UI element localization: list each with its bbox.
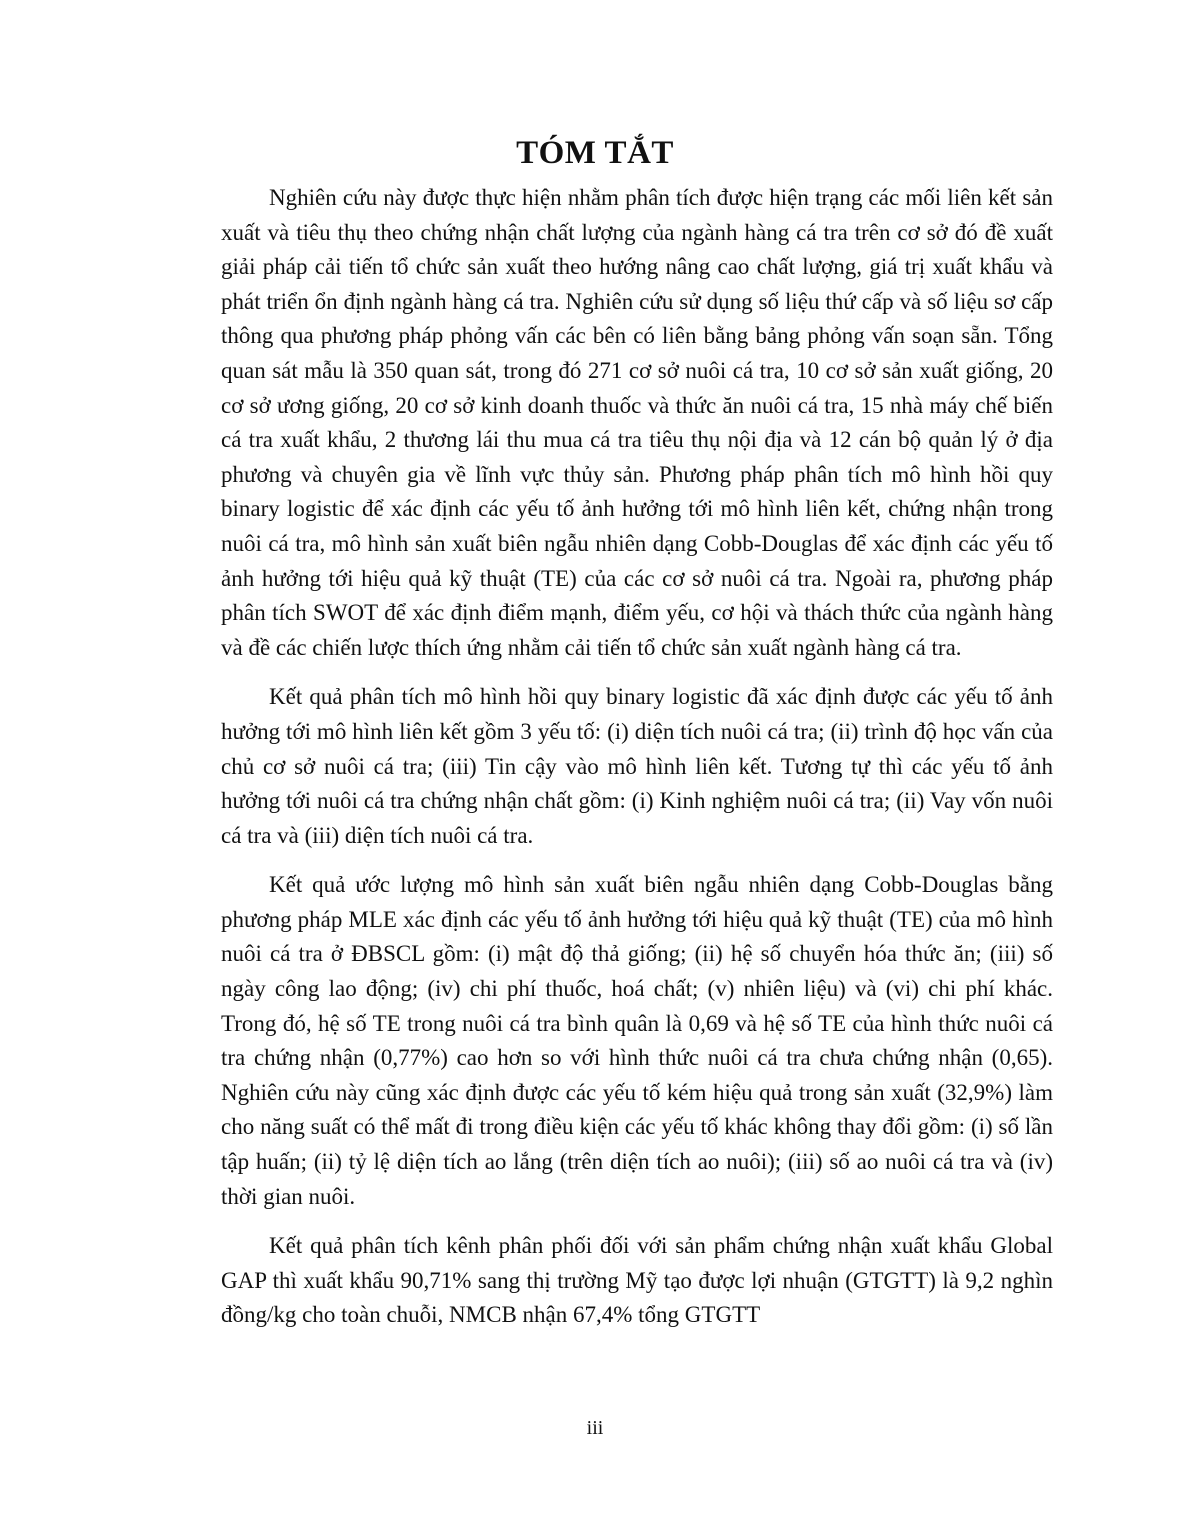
page-number: iii	[586, 1417, 604, 1439]
abstract-body	[221, 181, 1053, 1333]
paragraph-2: Kết quả phân tích mô hình hồi quy binary logistic đã xác định được các yếu tố ảnh hưởng tới mô hình liên kết gồm 3 yếu tố: (i) diện tích nuôi cá tra; (ii) trình độ học vấn của chủ cơ sở nuôi cá tra; (iii) Tin cậy vào mô hình liên kết. Tương tự thì các yếu tố ảnh hưởng tới nuôi cá tra chứng nhận chất gồm: (i) Kinh nghiệm nuôi cá tra; (ii) Vay vốn nuôi cá tra và (iii) diện tích nuôi cá tra.	[221, 684, 1053, 848]
paragraph-4: Kết quả phân tích kênh phân phối đối với sản phẩm chứng nhận xuất khẩu Global GAP thì xuất khẩu 90,71% sang thị trường Mỹ tạo được lợi nhuận (GTGTT) là 9,2 nghìn đồng/kg cho toàn chuỗi, NMCB nhận 67,4% tổng GTGTT	[221, 1233, 1053, 1328]
paragraph-1: Nghiên cứu này được thực hiện nhằm phân tích được hiện trạng các mối liên kết sản xuất và tiêu thụ theo chứng nhận chất lượng của ngành hàng cá tra trên cơ sở đó đề xuất giải pháp cải tiến tổ chức sản xuất theo hướng nâng cao chất lượng, giá trị xuất khẩu và phát triển ổn định ngành hàng cá tra. Nghiên cứu sử dụng số liệu thứ cấp và số liệu sơ cấp thông qua phương pháp phỏng vấn các bên có liên bằng bảng phỏng vấn soạn sẵn. Tổng quan sát mẫu là 350 quan sát, trong đó 271 cơ sở nuôi cá tra, 10 cơ sở sản xuất giống, 20 cơ sở ương giống, 20 cơ sở kinh doanh thuốc và thức ăn nuôi cá tra, 15 nhà máy chế biến cá tra xuất khẩu, 2 thương lái thu mua cá tra tiêu thụ nội địa và 12 cán bộ quản lý ở địa phương và chuyên gia về lĩnh vực thủy sản. Phương pháp phân tích mô hình hồi quy binary logistic để xác định các yếu tố ảnh hưởng tới mô hình liên kết, chứng nhận trong nuôi cá tra, mô hình sản xuất biên ngẫu nhiên dạng Cobb-Douglas để xác định các yếu tố ảnh hưởng tới hiệu quả kỹ thuật (TE) của các cơ sở nuôi cá tra. Ngoài ra, phương pháp phân tích SWOT để xác định điểm mạnh, điểm yếu, cơ hội và thách thức của ngành hàng và đề các chiến lược thích ứng nhằm cải tiến tổ chức sản xuất ngành hàng cá tra.	[221, 185, 1053, 660]
page-title: TÓM TẮT	[516, 135, 674, 171]
paragraph-3: Kết quả ước lượng mô hình sản xuất biên ngẫu nhiên dạng Cobb-Douglas bằng phương pháp MLE xác định các yếu tố ảnh hưởng tới hiệu quả kỹ thuật (TE) của mô hình nuôi cá tra ở ĐBSCL gồm: (i) mật độ thả giống; (ii) hệ số chuyển hóa thức ăn; (iii) số ngày công lao động; (iv) chi phí thuốc, hoá chất; (v) nhiên liệu) và (vi) chi phí khác. Trong đó, hệ số TE trong nuôi cá tra bình quân là 0,69 và hệ số TE của hình thức nuôi cá tra chứng nhận (0,77%) cao hơn so với hình thức nuôi cá tra chưa chứng nhận (0,65). Nghiên cứu này cũng xác định được các yếu tố kém hiệu quả trong sản xuất (32,9%) làm cho năng suất có thể mất đi trong điều kiện các yếu tố khác không thay đổi gồm: (i) số lần tập huấn; (ii) tỷ lệ diện tích ao lắng (trên diện tích ao nuôi); (iii) số ao nuôi cá tra và (iv) thời gian nuôi.	[221, 872, 1053, 1209]
